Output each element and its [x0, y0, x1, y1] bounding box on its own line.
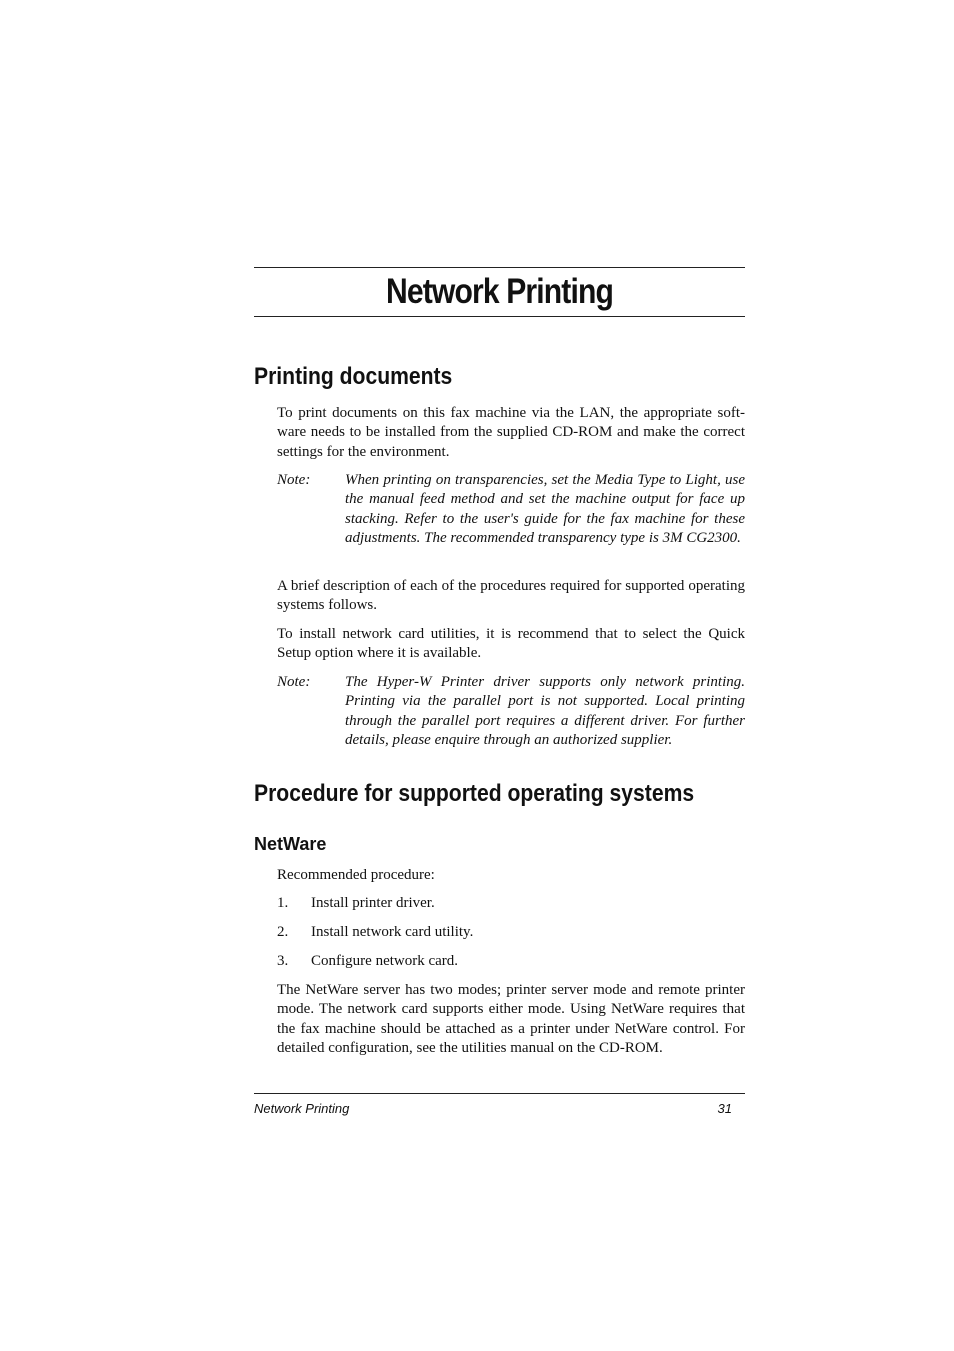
footer-rule	[254, 1093, 745, 1094]
list-item-number: 3.	[277, 953, 289, 969]
list-item-text: Configure network card.	[311, 953, 459, 969]
footer-page-number: 31	[717, 1101, 732, 1116]
chapter-title: Network Printing	[385, 272, 614, 311]
paragraph-recommended-procedure: Recommended procedure:	[277, 867, 435, 883]
section-heading-procedure: Procedure for supported operating systems	[254, 780, 695, 807]
note-text: The Hyper-W Printer driver supports only network printing. Printing via the parallel port is not supported. Local printing through the parallel port requires a different driver. For further details, please enquire through an authorized supplier.	[345, 674, 745, 749]
note-transparencies	[277, 471, 745, 549]
section-heading-printing-documents: Printing documents	[254, 363, 453, 390]
list-item-number: 1.	[277, 895, 289, 911]
footer-chapter-name: Network Printing	[254, 1101, 350, 1116]
paragraph-procedures-overview: A brief description of each of the procedures required for supported operating systems follows.	[277, 578, 745, 614]
list-item-number: 2.	[277, 924, 289, 940]
note-text: When printing on transparencies, set the Media Type to Light, use the manual feed method and set the machine output for face up stacking. Refer to the user's guide for the fax machine for these adjustments. The recommended transparency type is 3M CG2300.	[345, 472, 745, 547]
paragraph-printing-intro: To print documents on this fax machine via the LAN, the appropriate software needs to be installed from the supplied CD-ROM and make the correct settings for the environment.	[277, 405, 745, 460]
list-item-text: Install network card utility.	[311, 924, 474, 940]
list-item	[277, 894, 745, 913]
list-item	[277, 952, 745, 971]
note-label: Note:	[277, 674, 311, 690]
paragraph-netware-modes: The NetWare server has two modes; printer server mode and remote printer mode. The network card supports either mode. Using NetWare requires that the fax machine should be attached as a printer under NetWare control. For detailed configuration, see the utilities manual on the CD-ROM.	[277, 982, 745, 1057]
subsection-heading-netware: NetWare	[254, 834, 327, 854]
chapter-title-top-rule	[254, 267, 745, 268]
list-item	[277, 923, 745, 942]
note-hyper-w-driver	[277, 673, 745, 751]
note-label: Note:	[277, 472, 311, 488]
list-item-text: Install printer driver.	[311, 895, 435, 911]
paragraph-quick-setup: To install network card utilities, it is recommend that to select the Quick Setup option where it is available.	[277, 626, 745, 662]
chapter-title-bottom-rule	[254, 316, 745, 317]
